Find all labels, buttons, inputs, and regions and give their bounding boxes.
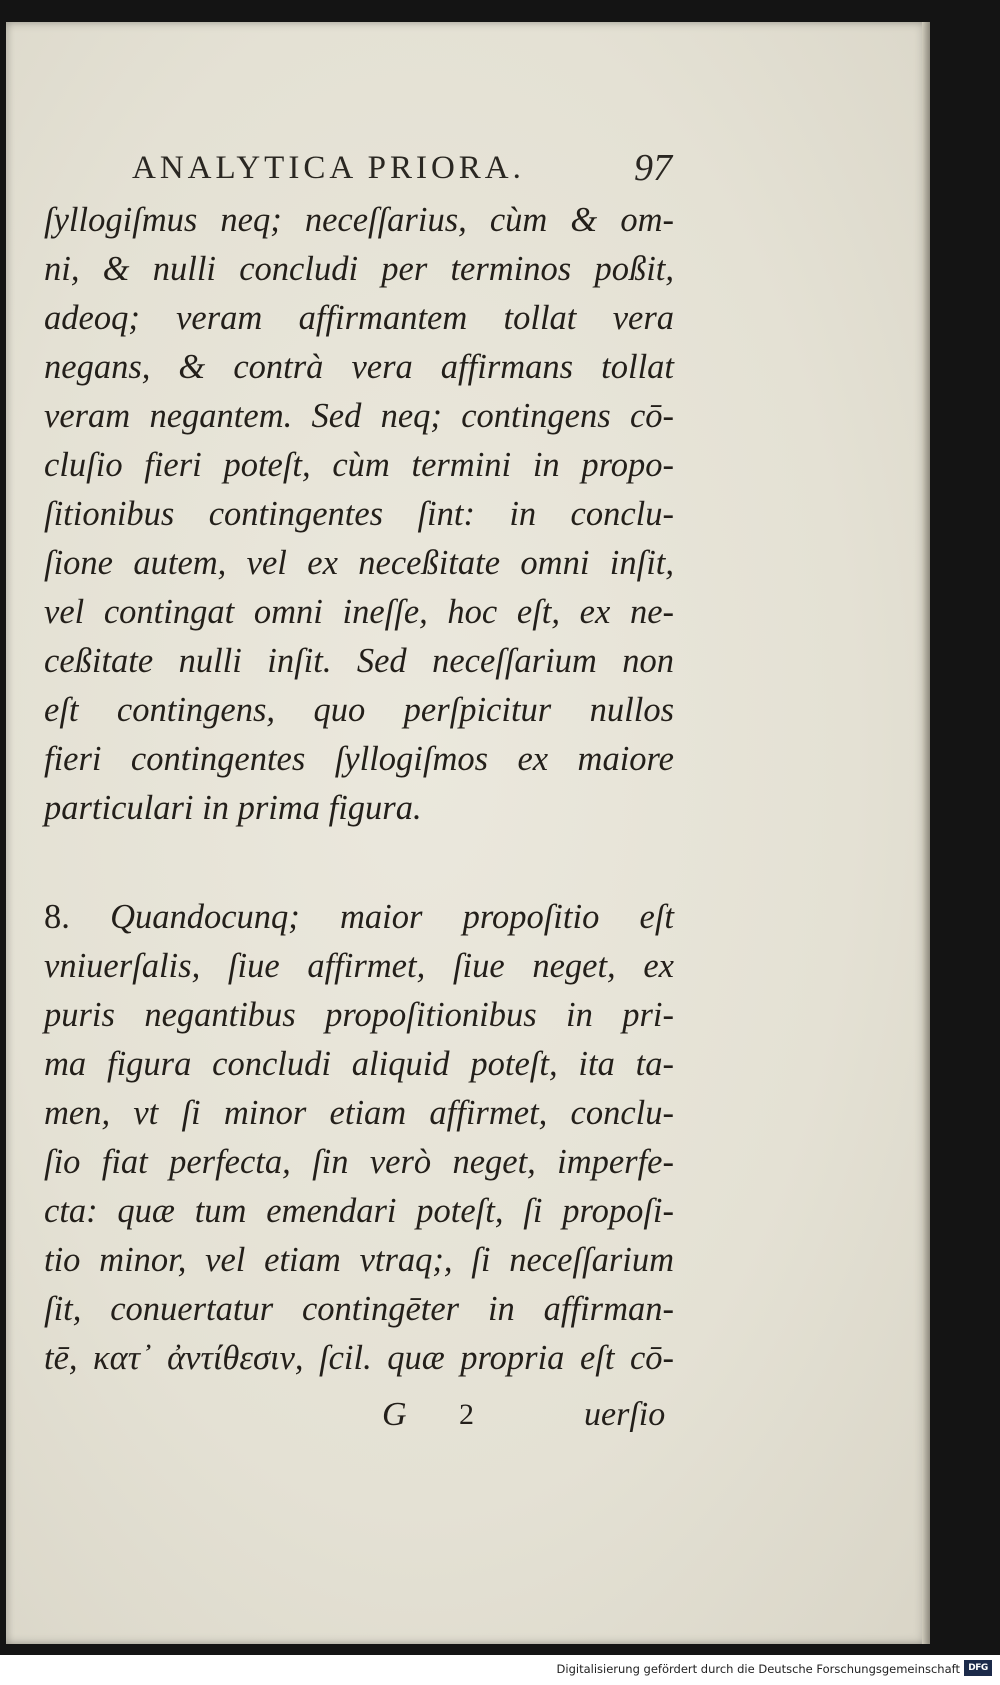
text-line: ſio fiat perfecta, ſin verò neget, imperfe- bbox=[44, 1143, 674, 1181]
text-line: ma figura concludi aliquid poteſt, ita ta- bbox=[44, 1045, 674, 1083]
text-line: ſione autem, vel ex neceßitate omni inſit, bbox=[44, 544, 674, 582]
paragraph-number: 8. bbox=[44, 898, 70, 936]
text-line: ni, & nulli concludi per terminos poßit, bbox=[44, 250, 674, 288]
paragraph-2 bbox=[44, 893, 674, 1383]
text-line: cta: quæ tum emendari poteſt, ſi propoſi- bbox=[44, 1192, 674, 1230]
text-line: ceßitate nulli inſit. Sed neceſſarium non bbox=[44, 642, 674, 680]
text-line: veram negantem. Sed neq; contingens cō- bbox=[44, 397, 674, 435]
dfg-logo-icon: DFG bbox=[964, 1660, 992, 1676]
book-page bbox=[6, 22, 930, 1644]
running-head: ANALYTICA PRIORA. bbox=[132, 150, 525, 186]
signature-mark: G bbox=[382, 1396, 407, 1433]
text-line: cluſio fieri poteſt, cùm termini in propo- bbox=[44, 446, 674, 484]
text-line: ſitionibus contingentes ſint: in conclu- bbox=[44, 495, 674, 533]
text-line: negans, & contrà vera affirmans tollat bbox=[44, 348, 674, 386]
text-line: vel contingat omni ineſſe, hoc eſt, ex ne- bbox=[44, 593, 674, 631]
text-line: particulari in prima figura. bbox=[44, 789, 422, 827]
page-edge bbox=[922, 22, 930, 1644]
text-line: puris negantibus propoſitionibus in pri- bbox=[44, 996, 674, 1034]
text-line: vniuerſalis, ſiue affirmet, ſiue neget, ex bbox=[44, 947, 674, 985]
page-number: 97 bbox=[634, 147, 672, 189]
text-line: ſit, conuertatur contingēter in affirman- bbox=[44, 1290, 674, 1328]
text-line: tē, κατ᾽ ἀντίθεσιν, ſcil. quæ propria eſt cō- bbox=[44, 1339, 674, 1377]
text-line: ſyllogiſmus neq; neceſſarius, cùm & om- bbox=[44, 201, 674, 239]
text-line-content: Quandocunq; maior propoſitio eſt bbox=[110, 898, 674, 936]
signature-number: 2 bbox=[459, 1398, 474, 1431]
text-line: fieri contingentes ſyllogiſmos ex maiore bbox=[44, 740, 674, 778]
digitization-credit: Digitalisierung gefördert durch die Deutsche Forschungsgemeinschaft bbox=[556, 1662, 960, 1676]
text-line: adeoq; veram affirmantem tollat vera bbox=[44, 299, 674, 337]
text-line: men, vt ſi minor etiam affirmet, conclu- bbox=[44, 1094, 674, 1132]
digitization-footer bbox=[0, 1655, 1000, 1685]
paragraph-1 bbox=[44, 196, 674, 833]
text-line: eſt contingens, quo perſpicitur nullos bbox=[44, 691, 674, 729]
text-line bbox=[44, 893, 674, 942]
text-line: tio minor, vel etiam vtraq;, ſi neceſſarium bbox=[44, 1241, 674, 1279]
catchword: uerſio bbox=[584, 1396, 666, 1433]
